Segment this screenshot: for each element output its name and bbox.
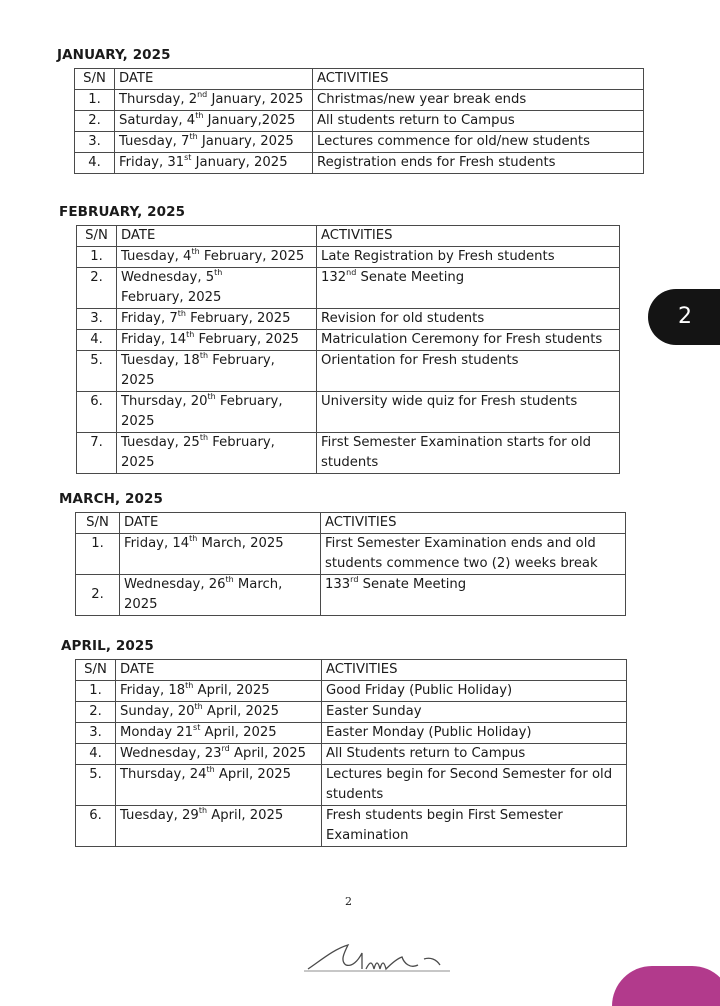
row-activity: Easter Sunday (322, 702, 627, 723)
table-row (75, 132, 644, 153)
table-row (77, 433, 620, 474)
table-header-row (76, 660, 627, 681)
row-sn: 4. (76, 744, 116, 765)
month-title: JANUARY, 2025 (57, 47, 171, 63)
header-sn: S/N (76, 513, 120, 534)
row-activity: 133rd Senate Meeting (321, 575, 626, 616)
table-row (76, 681, 627, 702)
header-sn: S/N (75, 69, 115, 90)
page-number: 2 (345, 895, 352, 908)
section-february (59, 204, 620, 474)
table-header-row (77, 226, 620, 247)
section-january (57, 47, 644, 174)
corner-decoration (612, 966, 720, 1006)
row-date: Wednesday, 5th February, 2025 (117, 268, 317, 309)
table-row (77, 268, 620, 309)
row-date: Tuesday, 29th April, 2025 (116, 806, 322, 847)
month-title: FEBRUARY, 2025 (59, 204, 186, 220)
row-date: Monday 21st April, 2025 (116, 723, 322, 744)
row-activity: All Students return to Campus (322, 744, 627, 765)
row-sn: 5. (77, 351, 117, 392)
table-row (77, 392, 620, 433)
table-row (76, 575, 626, 616)
row-sn: 2. (76, 575, 120, 616)
table-row (75, 153, 644, 174)
row-activity: Christmas/new year break ends (313, 90, 644, 111)
row-date: Tuesday, 7th January, 2025 (115, 132, 313, 153)
calendar-table (76, 225, 620, 474)
row-sn: 2. (75, 111, 115, 132)
row-date: Tuesday, 18th February, 2025 (117, 351, 317, 392)
month-title: MARCH, 2025 (59, 491, 163, 507)
row-sn: 3. (77, 309, 117, 330)
row-activity: Lectures begin for Second Semester for old students (322, 765, 627, 806)
row-sn: 6. (76, 806, 116, 847)
signature-icon (300, 935, 460, 975)
row-activity: All students return to Campus (313, 111, 644, 132)
row-activity: Registration ends for Fresh students (313, 153, 644, 174)
row-sn: 6. (77, 392, 117, 433)
row-activity: Revision for old students (317, 309, 620, 330)
month-title: APRIL, 2025 (61, 638, 154, 654)
row-sn: 3. (75, 132, 115, 153)
section-april (61, 638, 627, 847)
table-row (76, 744, 627, 765)
page-badge[interactable]: 2 (648, 289, 720, 345)
row-date: Friday, 14th March, 2025 (120, 534, 321, 575)
table-row (75, 90, 644, 111)
row-sn: 4. (75, 153, 115, 174)
row-sn: 2. (77, 268, 117, 309)
calendar-table (75, 512, 626, 616)
row-activity: Orientation for Fresh students (317, 351, 620, 392)
row-sn: 1. (76, 681, 116, 702)
row-activity: Lectures commence for old/new students (313, 132, 644, 153)
header-activities: ACTIVITIES (322, 660, 627, 681)
header-activities: ACTIVITIES (317, 226, 620, 247)
row-date: Wednesday, 23rd April, 2025 (116, 744, 322, 765)
row-date: Tuesday, 4th February, 2025 (117, 247, 317, 268)
section-march (59, 491, 626, 616)
row-date: Friday, 7th February, 2025 (117, 309, 317, 330)
row-date: Thursday, 20th February, 2025 (117, 392, 317, 433)
header-date: DATE (120, 513, 321, 534)
table-row (76, 702, 627, 723)
row-date: Sunday, 20th April, 2025 (116, 702, 322, 723)
header-activities: ACTIVITIES (313, 69, 644, 90)
header-activities: ACTIVITIES (321, 513, 626, 534)
table-header-row (75, 69, 644, 90)
row-sn: 1. (76, 534, 120, 575)
row-sn: 4. (77, 330, 117, 351)
row-date: Friday, 14th February, 2025 (117, 330, 317, 351)
table-row (76, 806, 627, 847)
header-sn: S/N (77, 226, 117, 247)
header-sn: S/N (76, 660, 116, 681)
row-activity: Easter Monday (Public Holiday) (322, 723, 627, 744)
row-activity: Matriculation Ceremony for Fresh students (317, 330, 620, 351)
row-activity: University wide quiz for Fresh students (317, 392, 620, 433)
row-activity: 132nd Senate Meeting (317, 268, 620, 309)
table-row (77, 309, 620, 330)
calendar-table (75, 659, 627, 847)
row-date: Thursday, 2nd January, 2025 (115, 90, 313, 111)
row-sn: 1. (77, 247, 117, 268)
row-activity: Late Registration by Fresh students (317, 247, 620, 268)
table-row (76, 723, 627, 744)
header-date: DATE (115, 69, 313, 90)
table-row (77, 247, 620, 268)
row-date: Friday, 18th April, 2025 (116, 681, 322, 702)
table-row (76, 765, 627, 806)
row-date: Tuesday, 25th February, 2025 (117, 433, 317, 474)
table-row (76, 534, 626, 575)
calendar-table (74, 68, 644, 174)
table-row (75, 111, 644, 132)
table-row (77, 330, 620, 351)
row-activity: Fresh students begin First Semester Examination (322, 806, 627, 847)
table-row (77, 351, 620, 392)
row-sn: 2. (76, 702, 116, 723)
row-date: Wednesday, 26th March, 2025 (120, 575, 321, 616)
row-date: Friday, 31st January, 2025 (115, 153, 313, 174)
row-activity: Good Friday (Public Holiday) (322, 681, 627, 702)
row-activity: First Semester Examination ends and old students commence two (2) weeks break (321, 534, 626, 575)
row-sn: 1. (75, 90, 115, 111)
row-sn: 7. (77, 433, 117, 474)
row-sn: 3. (76, 723, 116, 744)
row-date: Thursday, 24th April, 2025 (116, 765, 322, 806)
row-date: Saturday, 4th January,2025 (115, 111, 313, 132)
table-header-row (76, 513, 626, 534)
row-sn: 5. (76, 765, 116, 806)
header-date: DATE (116, 660, 322, 681)
row-activity: First Semester Examination starts for old students (317, 433, 620, 474)
header-date: DATE (117, 226, 317, 247)
